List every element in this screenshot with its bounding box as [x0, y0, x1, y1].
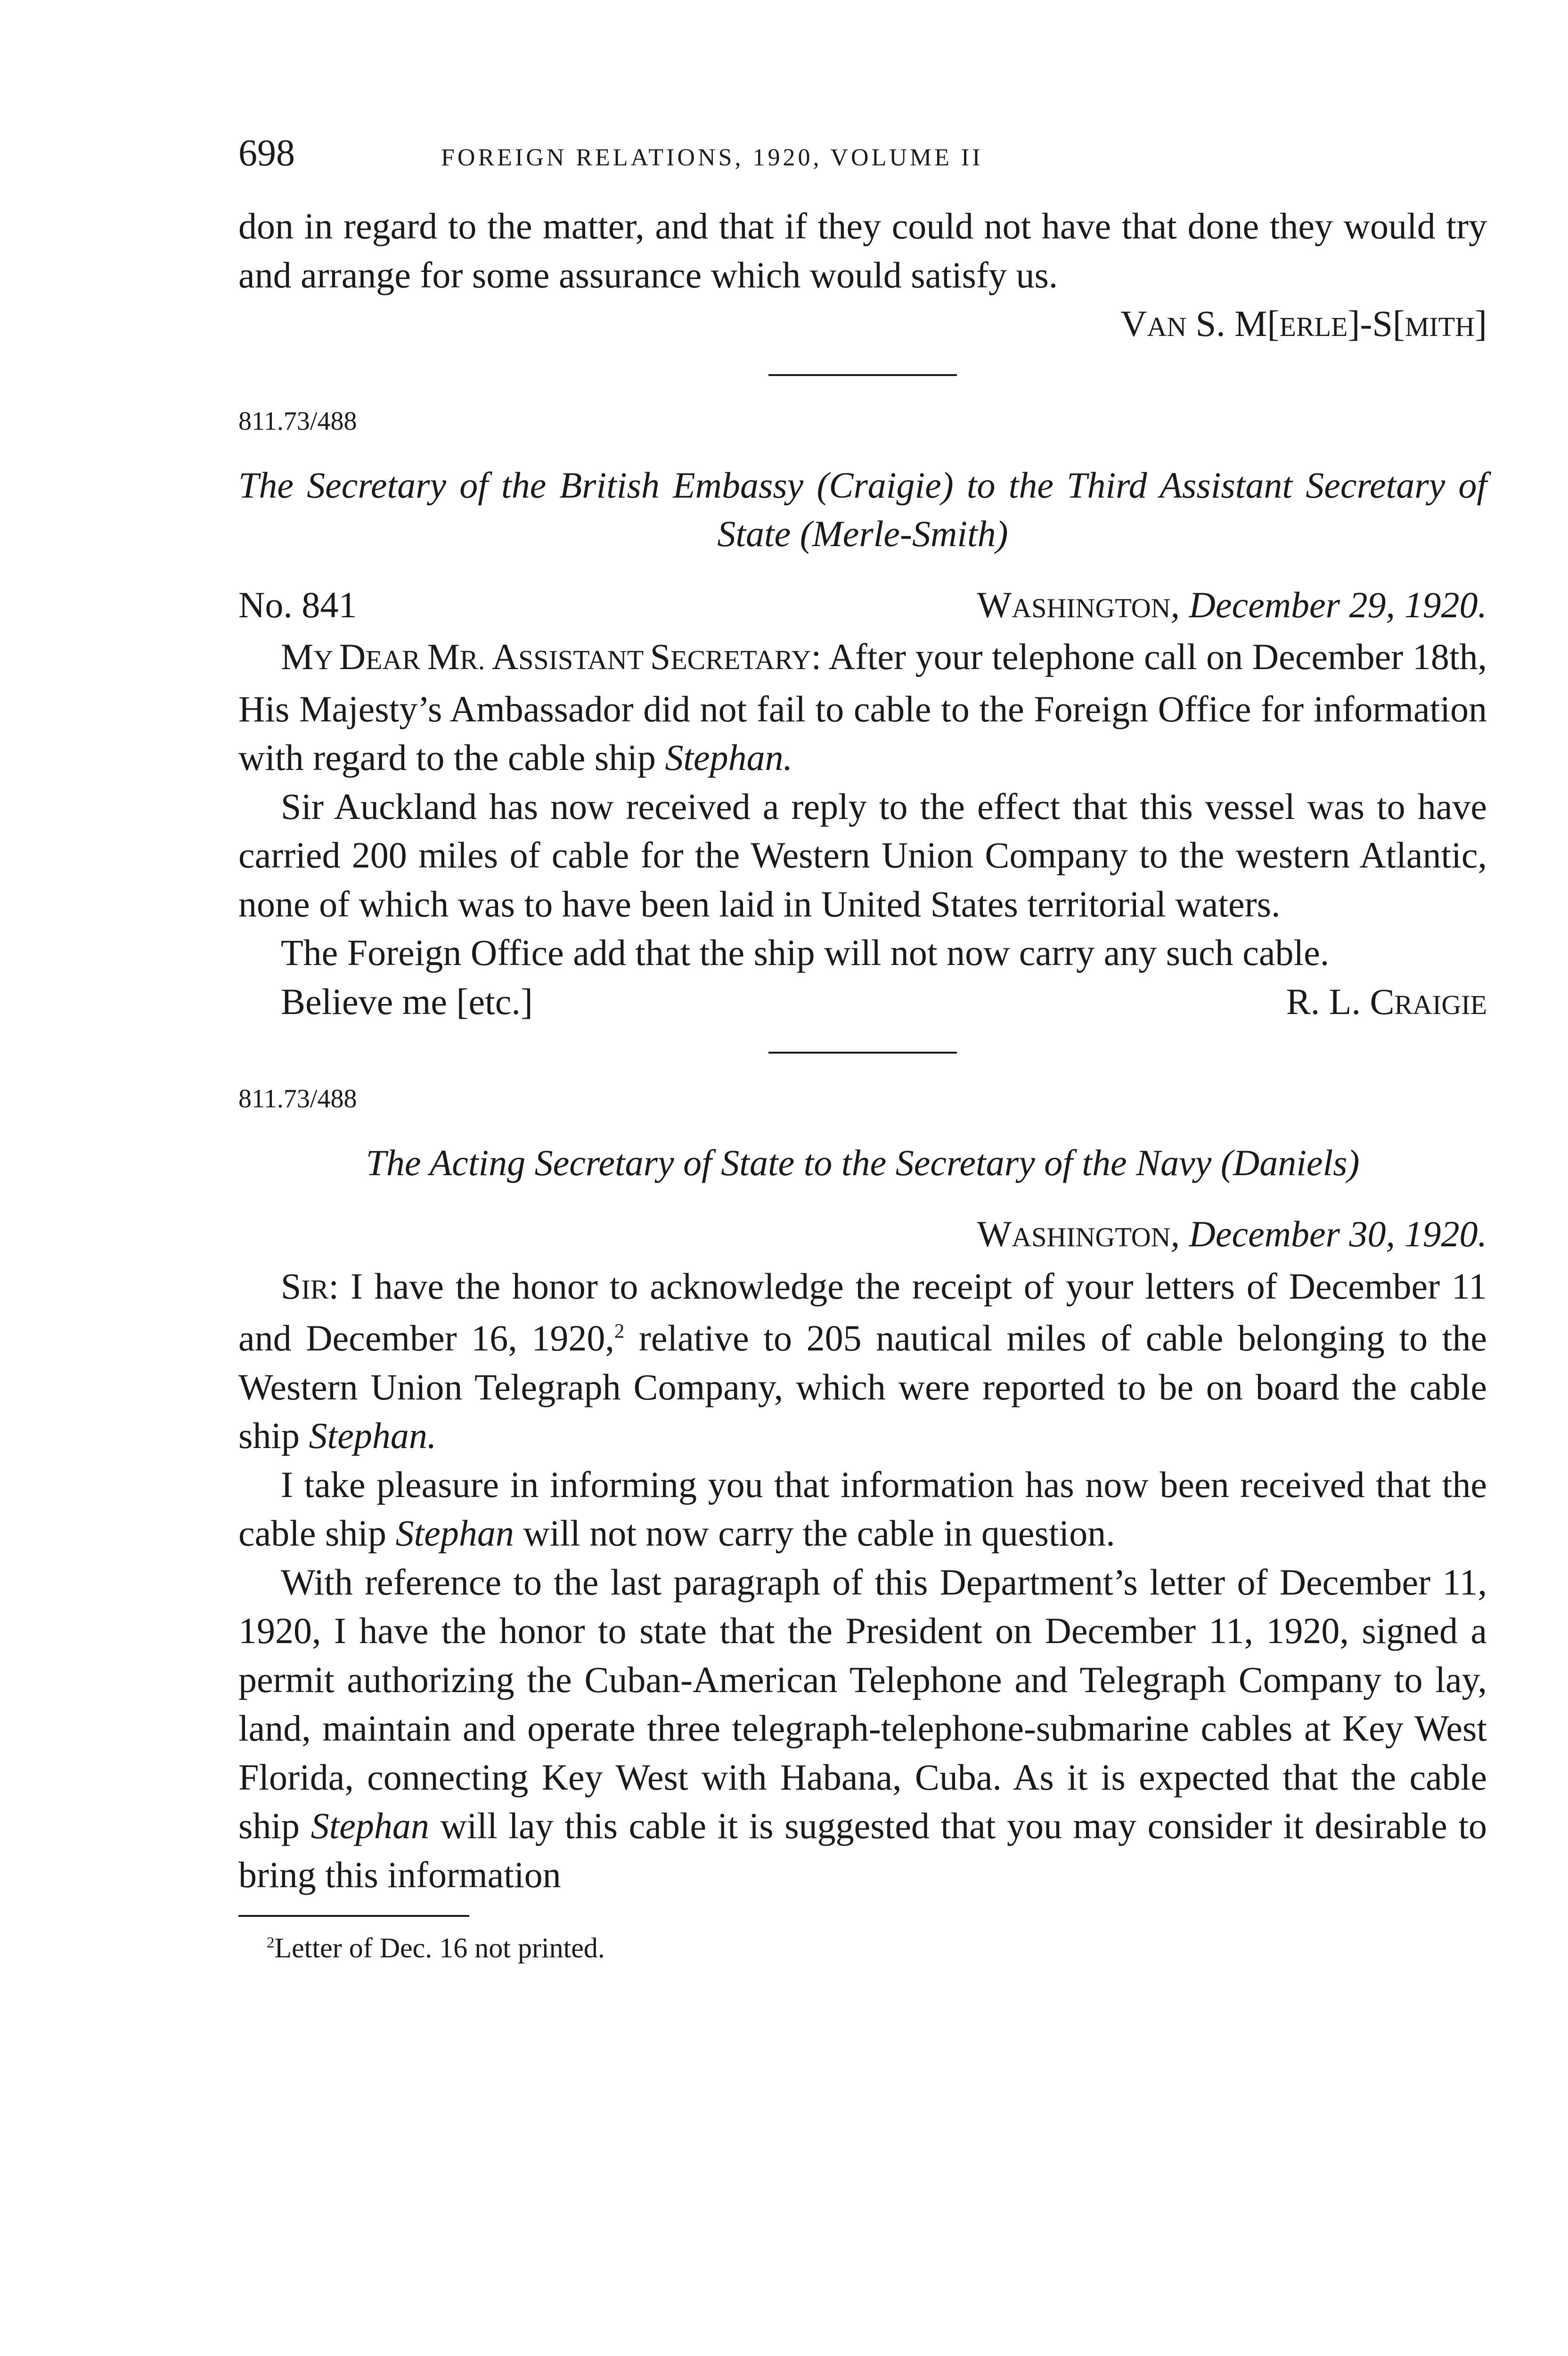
document-number: No. 841: [238, 584, 357, 625]
file-number: 811.73/488: [238, 406, 357, 436]
letter-paragraph: I take pleasure in informing you that information has now been received that the cable ship Stephan will not now carry the cable in question.: [238, 1464, 1487, 1554]
closing: Believe me [etc.]: [281, 981, 533, 1022]
salutation: SIR:: [281, 1265, 339, 1307]
page-header: [238, 132, 1487, 188]
letter-paragraph: SIR: I have the honor to acknowledge the receipt of your letters of December 11 and December 16, 1920,$^2$ relative to 205 nautical miles of cable belonging to the Western Union Telegraph Company, which were reported to be on board the cable ship Stephan.: [238, 1265, 1487, 1456]
signer: R. L. CRAIGIE: [1286, 981, 1487, 1022]
place-date: WASHINGTON, December 29, 1920.: [977, 584, 1487, 625]
footnote-marker: 2: [267, 1934, 275, 1951]
ship-name: Stephan: [310, 1805, 429, 1846]
running-head: FOREIGN RELATIONS, 1920, VOLUME II: [441, 144, 983, 171]
continuation-paragraph: don in regard to the matter, and that if they could not have that done they would try and arrange for some assurance which would satisfy us.: [238, 205, 1487, 295]
letter-paragraph: Sir Auckland has now received a reply to the effect that this vessel was to have carried 200 miles of cable for the Western Union Company to the western Atlantic, none of which was to have been laid in United States territorial waters.: [238, 785, 1487, 924]
dateline: [238, 1210, 1487, 1262]
salutation: MY DEAR MR. ASSISTANT SECRETARY:: [281, 636, 822, 677]
footnote-reference: 2: [614, 1320, 625, 1342]
signoff: [238, 977, 1487, 1030]
letter-paragraph: MY DEAR MR. ASSISTANT SECRETARY: After your telephone call on December 18th, His Majesty’s Ambassador did not fail to cable to the Foreign Office for information with regard to the cable ship Stephan.: [238, 636, 1487, 778]
document-title: The Secretary of the British Embassy (Craigie) to the Third Assistant Secretary of State (Merle-Smith): [238, 464, 1487, 554]
footnote-rule: [238, 1915, 469, 1917]
footnote: [238, 1929, 1487, 1967]
document-page: [238, 132, 1487, 1967]
ship-name: Stephan.: [665, 737, 793, 778]
continuation-signature: VAN S. M[ERLE]-S[MITH]: [1120, 303, 1487, 344]
letter-paragraph: With reference to the last paragraph of this Department’s letter of December 11, 1920, I have the honor to state that the President on December 11, 1920, signed a permit authorizing the Cuban-American Telephone and Telegraph Company to lay, land, maintain and operate three telegraph-telephone-submarine cables at Key West Florida, connecting Key West with Habana, Cuba. As it is expected that the cable ship Stephan will lay this cable it is suggested that you may consider it desirable to bring this information: [238, 1561, 1487, 1895]
ship-name: Stephan: [395, 1513, 514, 1554]
file-number: 811.73/488: [238, 1084, 357, 1113]
footnote-text: Letter of Dec. 16 not printed.: [274, 1932, 605, 1963]
document-title: The Acting Secretary of State to the Secretary of the Navy (Daniels): [366, 1142, 1360, 1183]
ship-name: Stephan.: [309, 1415, 437, 1456]
place-date: WASHINGTON, December 30, 1920.: [977, 1213, 1487, 1254]
dateline: [238, 581, 1487, 633]
section-divider: [768, 374, 957, 376]
page-number: 698: [238, 132, 295, 174]
section-divider: [768, 1052, 957, 1054]
letter-paragraph: The Foreign Office add that the ship will not now carry any such cable.: [281, 932, 1330, 973]
